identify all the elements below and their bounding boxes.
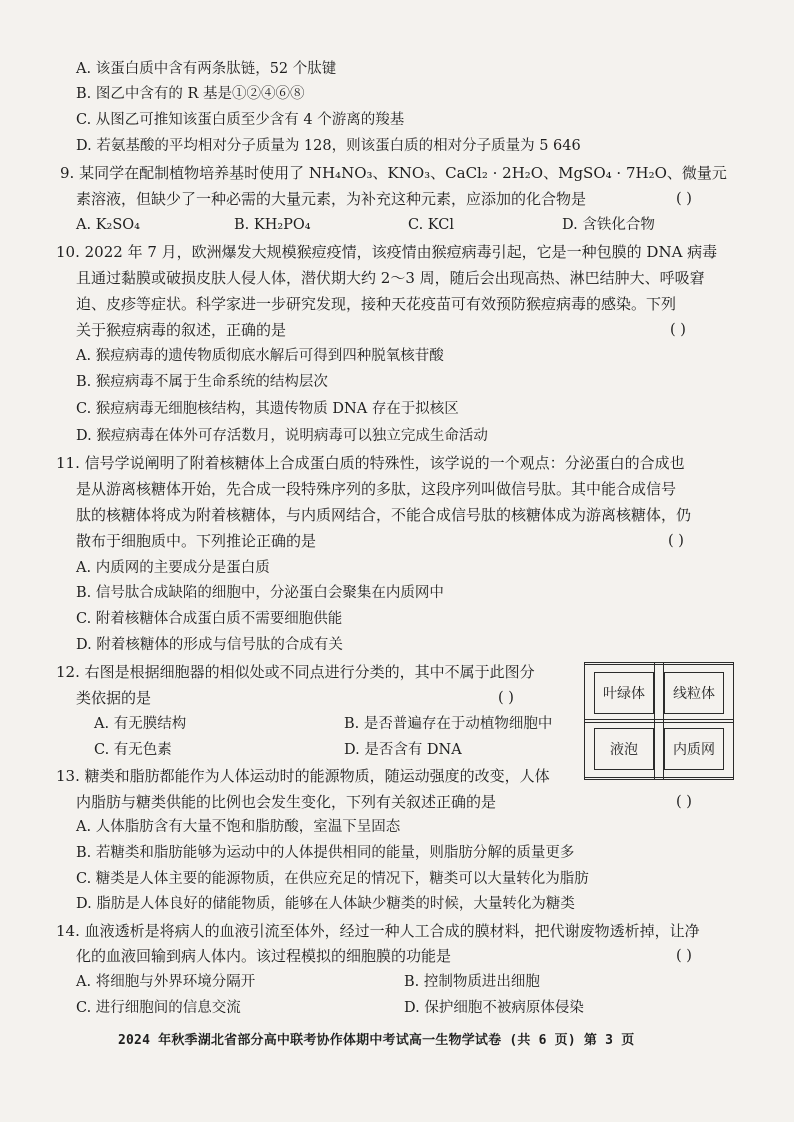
q10-option-b: B. 猴痘病毒不属于生命系统的结构层次 <box>76 374 328 390</box>
q11-option-c: C. 附着核糖体合成蛋白质不需要细胞供能 <box>76 611 343 627</box>
q8-option-a: A. 该蛋白质中含有两条肽链，52 个肽键 <box>76 61 337 77</box>
figure-bottom-row-frame <box>584 722 734 778</box>
q13-stem-line1: 13. 糖类和脂肪都能作为人体运动时的能源物质，随运动强度的改变，人体 <box>56 767 550 785</box>
q11-option-a: A. 内质网的主要成分是蛋白质 <box>76 560 270 576</box>
q12-stem-line1: 12. 右图是根据细胞器的相似处或不同点进行分类的，其中不属于此图分 <box>56 663 535 681</box>
q12-option-c: C. 有无色素 <box>94 742 172 758</box>
q9-option-c: C. KCl <box>408 217 454 233</box>
q8-option-b: B. 图乙中含有的 R 基是①②④⑥⑧ <box>76 86 305 102</box>
q10-answer-paren: ( ) <box>670 322 686 338</box>
q11-stem-line4: 散布于细胞质中。下列推论正确的是 <box>76 532 317 550</box>
q12-stem-line2: 类依据的是 <box>76 689 152 707</box>
q8-option-d: D. 若氨基酸的平均相对分子质量为 128，则该蛋白质的相对分子质量为 5 646 <box>76 138 581 154</box>
q12-option-b: B. 是否普遍存在于动植物细胞中 <box>344 716 553 732</box>
figure-cell-er: 内质网 <box>664 728 724 770</box>
q12-option-d: D. 是否含有 DNA <box>344 742 462 758</box>
q13-option-a: A. 人体脂肪含有大量不饱和脂肪酸，室温下呈固态 <box>76 819 401 835</box>
q14-option-d: D. 保护细胞不被病原体侵染 <box>404 1000 584 1016</box>
q14-stem-line2: 化的血液回输到病人体内。该过程模拟的细胞膜的功能是 <box>76 947 452 965</box>
q9-option-b: B. KH₂PO₄ <box>234 217 311 233</box>
q14-option-c: C. 进行细胞间的信息交流 <box>76 1000 241 1016</box>
q12-answer-paren: ( ) <box>498 690 514 706</box>
q14-stem-line1: 14. 血液透析是将病人的血液引流至体外，经过一种人工合成的膜材料，把代谢废物透析掉，让净 <box>56 922 700 940</box>
q13-option-b: B. 若糖类和脂肪能够为运动中的人体提供相同的能量，则脂肪分解的质量更多 <box>76 845 575 861</box>
q11-answer-paren: ( ) <box>668 533 684 549</box>
q11-stem-line2: 是从游离核糖体开始，先合成一段特殊序列的多肽，这段序列叫做信号肽。其中能合成信号 <box>76 480 677 498</box>
q13-answer-paren: ( ) <box>676 794 692 810</box>
q14-option-b: B. 控制物质进出细胞 <box>404 974 540 990</box>
q10-option-d: D. 猴痘病毒在体外可存活数月，说明病毒可以独立完成生命活动 <box>76 428 488 444</box>
q11-option-d: D. 附着核糖体的形成与信号肽的合成有关 <box>76 637 343 653</box>
q11-stem-line1: 11. 信号学说阐明了附着核糖体上合成蛋白质的特殊性，该学说的一个观点：分泌蛋白的合成也 <box>56 454 685 472</box>
figure-cell-mitochondria: 线粒体 <box>664 672 724 714</box>
q10-stem-line1: 10. 2022 年 7 月，欧洲爆发大规模猴痘疫情，该疫情由猴痘病毒引起，它是一种包膜的 DNA 病毒 <box>56 243 718 261</box>
q14-answer-paren: ( ) <box>676 948 692 964</box>
q9-stem-line1: 9. 某同学在配制植物培养基时使用了 NH₄NO₃、KNO₃、CaCl₂ · 2H₂O、MgSO₄ · 7H₂O、微量元 <box>60 164 727 182</box>
q10-stem-line4: 关于猴痘病毒的叙述，正确的是 <box>76 321 287 339</box>
q10-stem-line2: 且通过黏膜或破损皮肤人侵人体，潜伏期大约 2～3 周，随后会出现高热、淋巴结肿大、呼吸窘 <box>76 269 705 287</box>
q12-option-a: A. 有无膜结构 <box>94 716 187 732</box>
figure-cell-chloroplast: 叶绿体 <box>594 672 654 714</box>
q9-option-d: D. 含铁化合物 <box>562 217 655 233</box>
q14-option-a: A. 将细胞与外界环境分隔开 <box>76 974 256 990</box>
q8-option-c: C. 从图乙可推知该蛋白质至少含有 4 个游离的羧基 <box>76 112 405 128</box>
figure-top-row-frame <box>584 664 734 720</box>
q10-stem-line3: 迫、皮疹等症状。科学家进一步研究发现，接种天花疫苗可有效预防猴痘病毒的感染。下列 <box>76 295 677 313</box>
q13-stem-line2: 内脂肪与糖类供能的比例也会发生变化，下列有关叙述正确的是 <box>76 793 497 811</box>
q13-option-d: D. 脂肪是人体良好的储能物质，能够在人体缺少糖类的时候，大量转化为糖类 <box>76 896 575 912</box>
figure-cell-vacuole: 液泡 <box>594 728 654 770</box>
q9-answer-paren: ( ) <box>676 191 692 207</box>
q11-option-b: B. 信号肽合成缺陷的细胞中，分泌蛋白会聚集在内质网中 <box>76 585 444 601</box>
q10-option-a: A. 猴痘病毒的遗传物质彻底水解后可得到四种脱氧核苷酸 <box>76 348 444 364</box>
q13-option-c: C. 糖类是人体主要的能源物质，在供应充足的情况下，糖类可以大量转化为脂肪 <box>76 871 589 887</box>
q10-option-c: C. 猴痘病毒无细胞核结构，其遗传物质 DNA 存在于拟核区 <box>76 401 459 417</box>
q9-stem-line2: 素溶液，但缺少了一种必需的大量元素，为补充这种元素，应添加的化合物是 <box>76 190 587 208</box>
q9-option-a: A. K₂SO₄ <box>76 217 140 233</box>
q11-stem-line3: 肽的核糖体将成为附着核糖体，与内质网结合，不能合成信号肽的核糖体成为游离核糖体，仍 <box>76 506 692 524</box>
page-footer: 2024 年秋季湖北省部分高中联考协作体期中考试高一生物学试卷 (共 6 页) 第 3 页 <box>118 1033 635 1048</box>
